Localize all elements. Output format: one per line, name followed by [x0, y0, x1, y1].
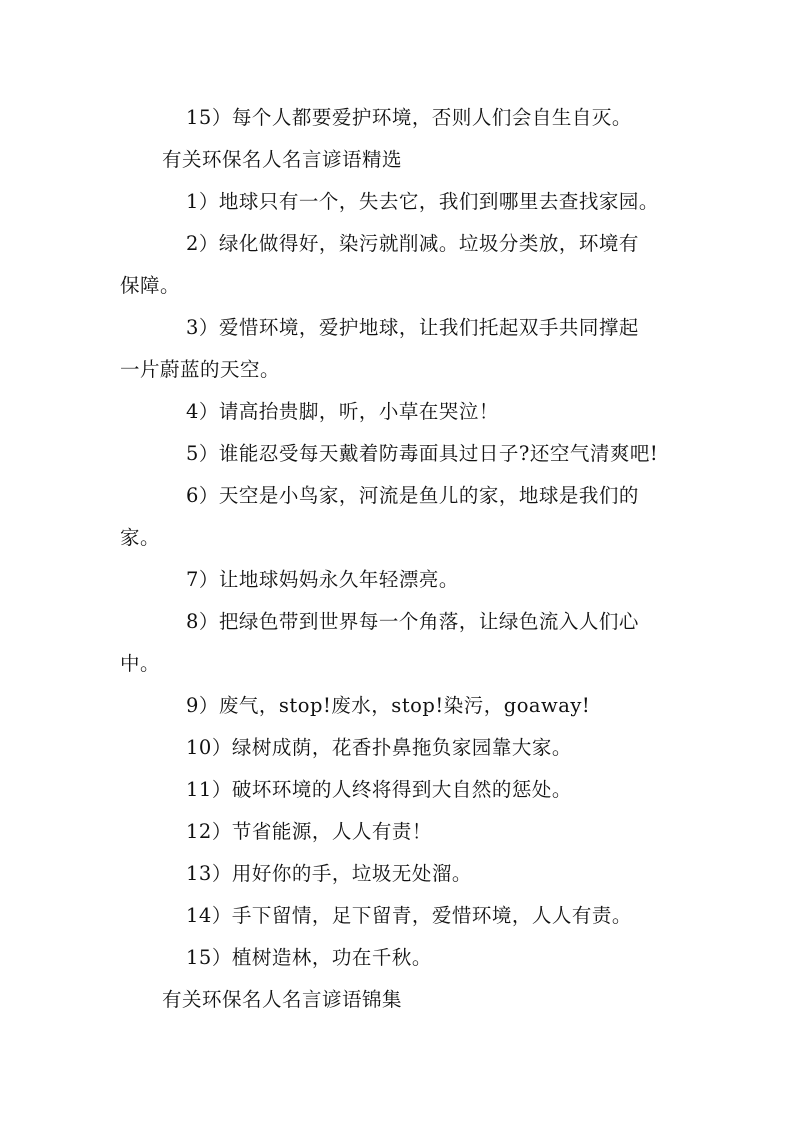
- quote-8-line-2: 中。: [120, 652, 161, 675]
- quote-8-line-1: 8）把绿色带到世界每一个角落，让绿色流入人们心: [186, 610, 639, 633]
- quote-12: 12）节省能源，人人有责！: [186, 820, 432, 843]
- quote-1: 1）地球只有一个，失去它，我们到哪里去查找家园。: [186, 190, 659, 213]
- quote-2-line-1: 2）绿化做得好，染污就削减。垃圾分类放，环境有: [186, 232, 639, 255]
- quote-15-protect-environment: 15）每个人都要爱护环境，否则人们会自生自灭。: [186, 106, 632, 129]
- quote-13: 13）用好你的手，垃圾无处溜。: [186, 862, 472, 885]
- quote-3-line-2: 一片蔚蓝的天空。: [120, 358, 281, 381]
- quote-6-line-1: 6）天空是小鸟家，河流是鱼儿的家，地球是我们的: [186, 484, 639, 507]
- quote-2-line-2: 保障。: [120, 274, 181, 297]
- quote-5: 5）谁能忍受每天戴着防毒面具过日子?还空气清爽吧!: [186, 442, 659, 465]
- quote-15-plant-trees: 15）植树造林，功在千秋。: [186, 946, 432, 969]
- quote-3-line-1: 3）爱惜环境，爱护地球，让我们托起双手共同撑起: [186, 316, 639, 339]
- quote-7: 7）让地球妈妈永久年轻漂亮。: [186, 568, 459, 591]
- quote-11: 11）破坏环境的人终将得到大自然的惩处。: [186, 778, 572, 801]
- quote-4: 4）请高抬贵脚，听，小草在哭泣！: [186, 400, 499, 423]
- quote-10: 10）绿树成荫，花香扑鼻拖负家园靠大家。: [186, 736, 572, 759]
- section-heading-selected: 有关环保名人名言谚语精选: [162, 148, 403, 171]
- quote-14: 14）手下留情，足下留青，爱惜环境，人人有责。: [186, 904, 632, 927]
- section-heading-collection: 有关环保名人名言谚语锦集: [162, 988, 403, 1011]
- quote-9: 9）废气，stop!废水，stop!染污，goaway!: [186, 694, 591, 717]
- quote-6-line-2: 家。: [120, 526, 161, 549]
